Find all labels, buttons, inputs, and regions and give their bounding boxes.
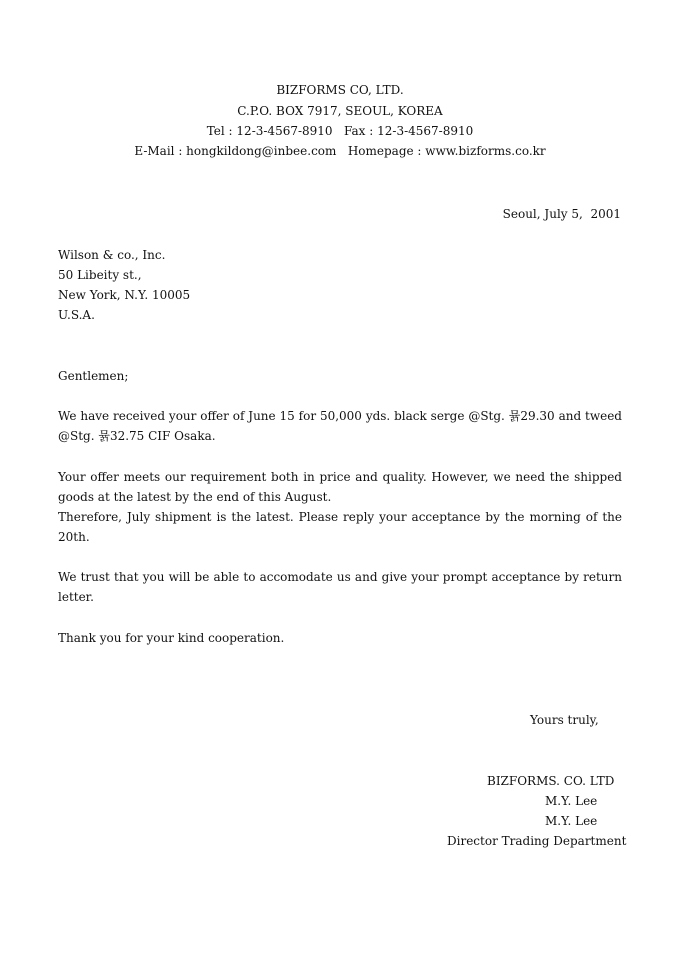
letterhead-email-homepage: E-Mail : hongkildong@inbee.com Homepage : www.bizforms.co.kr [134, 144, 546, 158]
body-paragraph-2b: Therefore, July shipment is the latest. Please reply your acceptance by the morning of the 20th. [58, 510, 622, 544]
recipient-line-4: U.S.A. [58, 308, 95, 322]
body-paragraph-1: We have received your offer of June 15 for 50,000 yds. black serge @Stg. 뮭29.30 and tweed @Stg. 뮭32.75 CIF Osaka. [58, 409, 622, 443]
body-paragraph-4: Thank you for your kind cooperation. [58, 631, 285, 645]
body-paragraph-3: We trust that you will be able to accomodate us and give your prompt acceptance by return letter. [58, 570, 622, 604]
closing: Yours truly, [530, 713, 599, 727]
salutation: Gentlemen; [58, 369, 129, 383]
letterhead-tel-fax: Tel : 12-3-4567-8910 Fax : 12-3-4567-8910 [206, 124, 474, 138]
signature-company: BIZFORMS. CO. LTD [487, 774, 615, 788]
body-paragraph-2 [58, 467, 622, 547]
signature-name-2: M.Y. Lee [545, 814, 598, 828]
signature-name-1: M.Y. Lee [545, 794, 598, 808]
body-paragraph-2a: Your offer meets our requirement both in price and quality. However, we need the shipped goods at the latest by the end of this August. [58, 470, 622, 504]
letterhead-address: C.P.O. BOX 7917, SEOUL, KOREA [237, 104, 443, 118]
recipient-line-1: Wilson & co., Inc. [58, 248, 166, 262]
recipient-line-3: New York, N.Y. 10005 [58, 288, 191, 302]
recipient-line-2: 50 Libeity st., [58, 268, 142, 282]
signature-title: Director Trading Department [447, 834, 627, 848]
letterhead-company: BIZFORMS CO, LTD. [276, 83, 404, 97]
letter-date: Seoul, July 5, 2001 [502, 207, 621, 221]
